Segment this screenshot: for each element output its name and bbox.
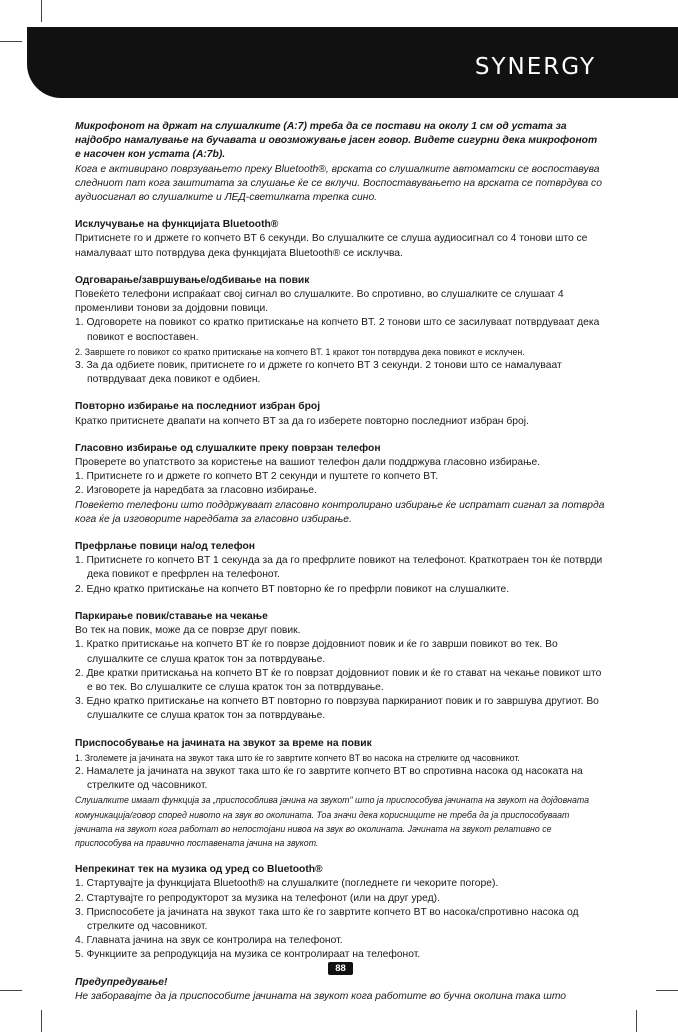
section-body: Повеќето телефони испраќаат свој сигнал во слушалките. Во спротивно, во слушалките се слушаат 4 променливи тонови за дојдовни повици.: [75, 289, 564, 315]
intro-bold-italic: Микрофонот на држат на слушалките (А:7) треба да се постави на околу 1 см од устата за најдобро намалување на бучавата и овозможување јасен говор. Видете сигурни дека микрофонот е насочен кон устата (А:7b).: [75, 121, 598, 161]
list-item: 1. Одговорете на повикот со кратко притискање на копчето BT. 2 тонови што се засилуваат потврдуваат дека повикот е воспоставен.: [75, 317, 600, 343]
list-item: 2. Стартувајте го репродукторот за музика на телефонот (или на друг уред).: [75, 892, 440, 904]
list-item: 2. Изговорете ја наредбата за гласовно избирање.: [75, 485, 317, 497]
crop-mark: [656, 990, 678, 991]
section-voice-dial: [75, 442, 605, 527]
intro-section: [75, 120, 605, 205]
list-item: 2. Завршете го повикот со кратко притискање на копчето BT. 1 кракот тон потврдува дека повикот е исклучен.: [75, 346, 525, 357]
crop-mark: [0, 41, 22, 42]
list-item: 1. Притиснете го копчето BT 1 секунда за да го префрлите повикот на телефонот. Краткотраен тон ќе потврди дека повикот е префрлен на телефонот.: [75, 555, 603, 581]
page-content: [75, 120, 605, 1004]
section-title: Приспособување на јачината на звукот за време на повик: [75, 737, 372, 749]
section-transfer-call: [75, 540, 605, 597]
warning-body: Не заборавајте да ја приспособите јачината на звукот кога работите во бучна околина така што: [75, 990, 567, 1002]
section-body: Кратко притиснете двапати на копчето BT за да го изберете повторно последниот избран број.: [75, 415, 529, 427]
crop-mark: [0, 990, 22, 991]
page-number: 88: [328, 962, 353, 975]
list-item: 2. Намалете ја јачината на звукот така што ќе го завртите копчето BT во спротивна насока од насоката на стрелките од часовникот.: [75, 765, 583, 792]
brand-logo: SYNERGY: [474, 54, 596, 80]
crop-mark: [41, 1010, 42, 1032]
list-item: 2. Две кратки притискања на копчето BT ќе го поврзат дојдовниот повик и ќе го стават на чекање повикот што е во тек. Во слушалките се слуша краток тон за потврдување.: [75, 667, 602, 693]
section-title: Непрекинат тек на музика од уред со Bluetooth®: [75, 864, 323, 876]
list-item: 3. Едно кратко притискање на копчето BT повторно го поврзува паркираниот повик и го завршува другиот. Во слушалките се слуша краток тон за потврдување.: [75, 696, 599, 722]
section-bluetooth-off: [75, 218, 605, 261]
section-title: Одговарање/завршување/одбивање на повик: [75, 274, 310, 286]
section-title: Префрлање повици на/од телефон: [75, 541, 255, 553]
list-item: 1. Стартувајте ја функцијата Bluetooth® на слушалките (погледнете ги чекорите погоре).: [75, 878, 499, 890]
intro-italic: Кога е активирано поврзувањето преку Bluetooth®, врската со слушалките автоматски се воспоставува следниот пат кога заштитата за слушање ќе се вклучи. Воспоставувањето на врската се потврдува со аудиосигнал во слушалките и ЛЕД-светилката трепка сино.: [75, 163, 602, 204]
crop-mark: [636, 1010, 637, 1032]
list-item: 1. Притиснете го и држете го копчето BT 2 секунди и пуштете го копчето BT.: [75, 471, 439, 483]
section-body: Проверете во упатството за користење на вашиот телефон дали поддржува гласовно избирање.: [75, 457, 541, 469]
section-redial: [75, 400, 605, 428]
list-item: 1. Кратко притискање на копчето BT ќе го поврзе дојдовниот повик и ќе го заврши повикот во тек. Во слушалките се слуша краток тон за потврдување.: [75, 639, 558, 665]
list-item: 5. Функциите за репродукција на музика се контролираат на телефонот.: [75, 949, 421, 961]
section-hold-call: [75, 610, 605, 724]
crop-mark: [41, 0, 42, 22]
list-item: 4. Главната јачина на звук се контролира на телефонот.: [75, 935, 343, 947]
section-answer-call: [75, 274, 605, 388]
section-note: Повеќето телефони што поддржуваат гласовно контролирано избирање ќе испратат сигнал за потврда кога ќе ја изговорите наредбата за гласовно избирање.: [75, 499, 605, 525]
section-title: Гласовно избирање од слушалките преку поврзан телефон: [75, 442, 381, 454]
list-item: 1. Зголемете ја јачината на звукот така што ќе го завртите копчето BT во насока на стрелките од часовникот.: [75, 752, 520, 763]
section-body: Во тек на повик, може да се поврзе друг повик.: [75, 625, 301, 637]
list-item: 3. За да одбиете повик, притиснете го и држете го копчето BT 3 секунди. 2 тонови што се намалуваат потврдуваат дека повикот е одбиен.: [75, 360, 562, 386]
list-item: 3. Приспособете ја јачината на звукот така што ќе го завртите копчето BT во насока/спротивно насока од стрелките од часовникот.: [75, 906, 579, 932]
section-title: Паркирање повик/ставање на чекање: [75, 610, 268, 622]
section-title: Повторно избирање на последниот избран број: [75, 401, 321, 413]
warning-title: Предупредување!: [75, 976, 168, 988]
section-warning: [75, 976, 605, 1004]
section-music-streaming: [75, 863, 605, 962]
section-title: Исклучување на функцијата Bluetooth®: [75, 219, 279, 231]
list-item: 2. Едно кратко притискање на копчето BT повторно ќе го префрли повикот на слушалките.: [75, 583, 510, 595]
section-note: Слушалките имаат функција за „приспособлива јачина на звукот" што ја приспособува јачината на звукот на дојдовната комуникација/говор според нивото на звук во околината. Тоа значи дека корисниците не треба да ја приспособуваат јачината на звукот кога работат во непостојани нивоа на звук во околината. Јачината на звукот релативно се приспособува на правично поставената јачина на звукот.: [75, 795, 590, 848]
section-volume: [75, 737, 605, 851]
section-body: Притиснете го и држете го копчето BT 6 секунди. Во слушалките се слуша аудиосигнал со 4 тонови што се намалуваат што потврдува дека функцијата Bluetooth® се исклучва.: [75, 233, 588, 259]
